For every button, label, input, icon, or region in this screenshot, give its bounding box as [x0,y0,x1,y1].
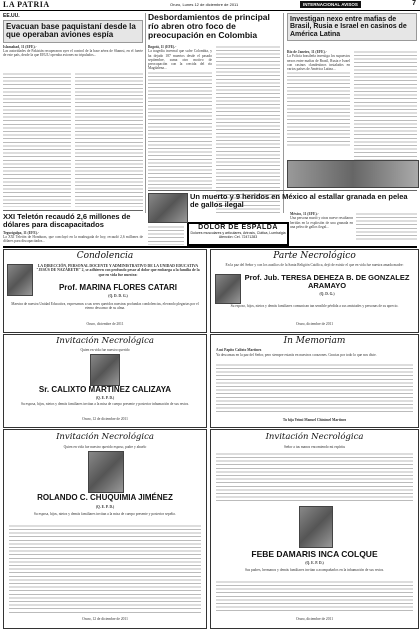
article-text-block [3,72,71,207]
notice-date: Oruro, diciembre de 2011 [86,322,124,326]
article-photo [287,160,419,188]
notice-title: Invitación Necrológica [56,432,154,442]
notice-condolencia[interactable] [3,249,207,333]
article-lead: Las autoridades de Pakistán recuperaron ayer el control de la base aérea de Shamsi, en el fuerte de este país, desde la que EEUU operaba aviones no tripulados... [3,49,143,58]
ad-dolor-de-espalda[interactable] [187,222,289,246]
notice-invitacion-martinez[interactable] [3,334,207,428]
notice-text-block [9,524,201,614]
notice-body: Su esposa, hijos, nietos y demás familiares invitan a la misa de cuerpo presente y posterior inhumación de sus restos. [20,402,190,406]
notice-qdg: (Q. E. P. D.) [95,396,115,400]
notice-body: Ya descansas en la paz del Señor, pero siempre estarás en nuestros corazones. Gracias por todo lo que nos diste. [216,353,377,357]
notice-invitacion-chuquimia[interactable] [3,429,207,629]
notice-intro: Quien en vida fue nuestro querido esposo, padre y abuelo [63,445,147,449]
notice-body: Maestra de nuestra Unidad Educativa, expresamos a sus seres queridos nuestras profundas condolencias, elevando plegarias por el eterno descanso de su alma. [11,302,199,311]
notice-date: Oruro, diciembre de 2011 [296,617,333,621]
notice-title: Invitación Necrológica [56,336,154,346]
newspaper-logo: LA PATRIA [3,0,50,9]
ad-title: DOLOR DE ESPALDA [198,224,278,231]
notice-date: Oruro, 12 de diciembre de 2011 [82,417,128,421]
divider [283,13,284,213]
notice-intro: Quien en vida fue nuestro querido [80,348,130,352]
notice-photo [299,506,333,548]
article-brasil [287,13,417,41]
article-colombia [148,13,280,40]
notice-qdg: (Q. D. D. G.) [108,294,128,298]
notice-photo [88,451,124,493]
article-headline[interactable]: Evacuan base paquistaní desde la que operaban aviones espía [3,20,143,43]
article-body-col [290,212,353,229]
ad-subtitle: Dolores musculares y articulares, Artrosis, Ciática, Lumbalgia [190,231,286,235]
article-text-block [356,212,417,242]
notice-intro: A mi Papito Calixto Martinez [216,348,262,352]
header-dateline: Oruro, Lunes 12 de diciembre de 2011 [170,2,239,7]
notice-text-block [216,580,413,614]
section-label: INTERNACIONAL AVISOS [300,1,361,8]
article-lead: La tragedia invernal que sufre Colombia, y ha dejado 187 muertos desde el pasado septiembre, suma otro motivo de preocupación con la crecida del río Magdalena... [148,49,212,71]
notice-intro: En la paz del Señor y con los auxilios de la Santa Religión Católica, dejó de existir el que en vida fue nuestra amada madre: [225,263,404,267]
notice-qdg: (Q. E. P. D.) [305,561,324,565]
ad-phone: Atención: Cel. 72471283 [218,235,258,239]
notice-invitacion-inca[interactable] [210,429,419,629]
article-lead: Una persona murió y otras nueve resultaron heridas en la explosión de una granada en una pelea de gallos ilegal... [290,216,353,229]
article-dateline: Tegucigalpa, 11 (EFE).- [3,230,40,235]
divider [3,246,417,248]
article-dateline: Bogotá, 11 (EFE).- [148,45,177,49]
notice-qdg: (Q. E. P. D.) [95,505,115,509]
notice-in-memoriam[interactable] [210,334,419,428]
article-kicker: EE.UU. [3,13,20,19]
notice-title: Condolencia [76,251,134,261]
notice-title: Parte Necrológico [273,251,356,261]
article-dateline: Islamabad, 11 (EFE).- [3,44,37,49]
notice-date: Oruro, diciembre de 2011 [296,322,333,326]
divider [145,13,146,213]
divider [148,190,417,191]
article-headline[interactable]: Investigan nexo entre mafias de Brasil, Rusia e Israel en casinos de América Latina [287,13,417,41]
notice-title: Invitación Necrológica [265,432,364,442]
article-mexico [190,193,417,209]
notice-name: ROLANDO C. CHUQUIMIA JIMÉNEZ [37,493,173,502]
notice-body: Su esposa, hijos, nietos y demás familiares invitan a la misa de cuerpo presente y posterior sepelio. [33,512,177,516]
article-headline[interactable]: Desbordamientos de principal río abren otro foco de preocupación en Colombia [148,12,270,40]
notice-body: Su esposo, hijos, nietos y demás familiares comunican tan sensible pérdida a sus amistades y personas de su aprecio. [230,304,399,308]
divider [3,210,143,211]
notice-name: Sr. CALIXTO MARTINEZ CALIZAYA [38,385,172,394]
page-header [0,0,420,11]
article-headline[interactable]: Un muerto y 9 heridos en México al estallar granada en pelea de gallos ilegal [190,192,408,209]
notice-name: Prof. Jub. TERESA DEHEZA B. DE GONZALEZ ARAMAYO [244,273,410,290]
article-pakistan [3,13,143,58]
notice-text-block [216,452,413,502]
article-photo [148,193,188,223]
notice-body-head: LA DIRECCIÓN, PERSONAL DOCENTE Y ADMINISTRATIVO DE LA UNIDAD EDUCATIVA "JESÚS DE NAZARETH" 2, se adhieren con profundo pesar al dolor que embarga a la familia de la que en vida fue nuestra: [36,264,200,277]
article-text-block [75,72,143,207]
notice-body: Sus padres, hermanos y demás familiares invitan a acompañarlos en la inhumación de sus restos. [244,568,385,572]
notice-photo [7,264,33,296]
article-headline[interactable]: XXI Teletón recaudó 2,6 millones de dólares para discapacitados [3,212,131,229]
article-body-col [148,45,212,191]
article-text-block [354,50,417,160]
notice-intro: Señor a tus manos encomiendo mi espíritu [283,445,346,449]
notice-photo [215,274,241,304]
article-dateline: Río de Janeiro, 11 (EFE).- [287,50,327,54]
article-text-block [148,225,184,245]
page-number: 7 [412,0,416,7]
notice-date: Oruro, 12 de diciembre de 2011 [82,617,128,621]
notice-name: FEBE DAMARIS INCA COLQUE [251,549,378,559]
article-dateline: México, 11 (EFE).- [290,212,319,216]
notice-photo [90,354,120,386]
notice-qdg: (Q. D. G.) [319,292,335,296]
notice-parte[interactable] [210,249,419,333]
article-body-col [287,50,350,146]
notice-title: In Memoriam [283,336,346,346]
notice-name: Prof. MARINA FLORES CATARI [58,283,178,292]
article-lead: La Policía brasileña investiga los supuestos nexos entre mafias de Brasil, Rusia e Israel con casinos clandestinos instalados en varios países de América Latina... [287,54,350,72]
notice-signature: Tu hija Yeimi Manuel Chinimel Martínez [282,418,347,422]
article-lead: La XXI Teletón de Honduras, que concluyó en la madrugada de hoy, recaudó 2,6 millones de dólares para discapacitados... [3,235,143,244]
notice-text-block [216,363,413,415]
article-teleton [3,213,143,244]
